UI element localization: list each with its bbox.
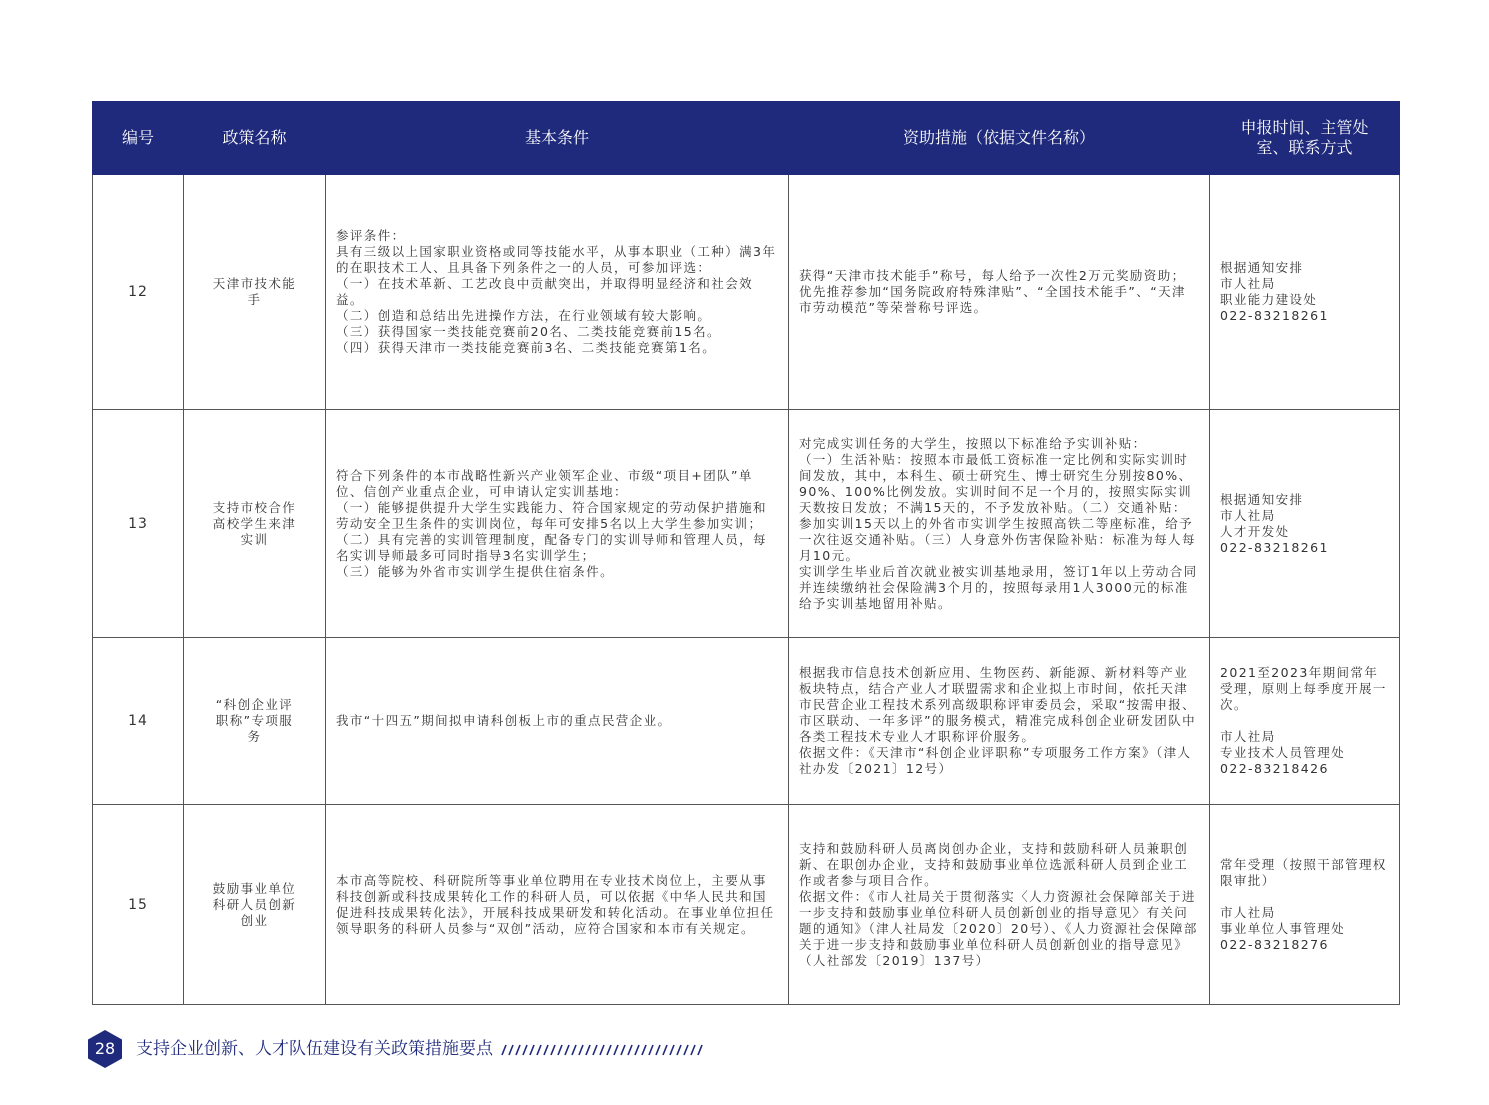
header-policy-name: 政策名称	[184, 102, 326, 175]
header-number: 编号	[93, 102, 184, 175]
policy-table	[92, 101, 1400, 1005]
row-measures: 根据我市信息技术创新应用、生物医药、新能源、新材料等产业板块特点，结合产业人才联盟需求和企业拟上市时间，依托天津市民营企业工程技术系列高级职称评审委员会，采取“按需申报、市区联动、一年多评”的服务模式，精准完成科创企业研发团队中各类工程技术专业人才职称评价服务。 依据文件：《天津市“科创企业评职称”专项服务工作方案》（津人社办发〔2021〕12号）	[789, 638, 1210, 805]
row-measures: 支持和鼓励科研人员离岗创办企业，支持和鼓励科研人员兼职创新、在职创办企业，支持和鼓励事业单位选派科研人员到企业工作或者参与项目合作。 依据文件：《市人社局关于贯彻落实〈人力资源社会保障部关于进一步支持和鼓励事业单位科研人员创新创业的指导意见〉有关问题的通知》（津人社局发〔2020〕20号）、《人力资源社会保障部关于进一步支持和鼓励事业单位科研人员创新创业的指导意见》（人社部发〔2019〕137号）	[789, 805, 1210, 1005]
row-contact: 常年受理（按照干部管理权限审批） 市人社局 事业单位人事管理处 022-83218276	[1210, 805, 1400, 1005]
page-number: 28	[94, 1039, 116, 1058]
header-measures: 资助措施（依据文件名称）	[789, 102, 1210, 175]
row-number: 14	[93, 638, 184, 805]
header-conditions: 基本条件	[326, 102, 789, 175]
row-policy-name: 鼓励事业单位 科研人员创新 创业	[184, 805, 326, 1005]
table-row	[93, 805, 1400, 1005]
row-conditions: 参评条件： 具有三级以上国家职业资格或同等技能水平，从事本职业（工种）满3年的在职技术工人、且具备下列条件之一的人员，可参加评选： （一）在技术革新、工艺改良中贡献突出，并取得明显经济和社会效益。 （二）创造和总结出先进操作方法，在行业领域有较大影响。 （三）获得国家一类技能竞赛前20名、二类技能竞赛前15名。 （四）获得天津市一类技能竞赛前3名、二类技能竞赛第1名。	[326, 175, 789, 410]
header-contact: 申报时间、主管处 室、联系方式	[1210, 102, 1400, 175]
table-row	[93, 638, 1400, 805]
row-number: 12	[93, 175, 184, 410]
row-policy-name: 天津市技术能 手	[184, 175, 326, 410]
row-contact: 根据通知安排 市人社局 职业能力建设处 022-83218261	[1210, 175, 1400, 410]
row-policy-name: 支持市校合作 高校学生来津 实训	[184, 410, 326, 638]
row-measures: 对完成实训任务的大学生，按照以下标准给予实训补贴： （一）生活补贴：按照本市最低工资标准一定比例和实际实训时间发放，其中，本科生、硕士研究生、博士研究生分别按80%、90%、100%比例发放。实训时间不足一个月的，按照实际实训天数按日发放；不满15天的，不予发放补贴。（二）交通补贴：参加实训15天以上的外省市实训学生按照高铁二等座标准，给予一次往返交通补贴。（三）人身意外伤害保险补贴：标准为每人每月10元。 实训学生毕业后首次就业被实训基地录用，签订1年以上劳动合同并连续缴纳社会保险满3个月的，按照每录用1人3000元的标准给予实训基地留用补贴。	[789, 410, 1210, 638]
row-contact: 根据通知安排 市人社局 人才开发处 022-83218261	[1210, 410, 1400, 638]
row-number: 13	[93, 410, 184, 638]
table-row	[93, 175, 1400, 410]
row-conditions: 符合下列条件的本市战略性新兴产业领军企业、市级“项目+团队”单位、信创产业重点企业，可申请认定实训基地： （一）能够提供提升大学生实践能力、符合国家规定的劳动保护措施和劳动安全卫生条件的实训岗位，每年可安排5名以上大学生参加实训； （二）具有完善的实训管理制度，配备专门的实训导师和管理人员，每名实训导师最多可同时指导3名实训学生； （三）能够为外省市实训学生提供住宿条件。	[326, 410, 789, 638]
page-footer	[88, 1030, 788, 1068]
row-conditions: 我市“十四五”期间拟申请科创板上市的重点民营企业。	[326, 638, 789, 805]
table-row	[93, 410, 1400, 638]
table-header-row	[93, 102, 1400, 175]
row-policy-name: “科创企业评 职称”专项服 务	[184, 638, 326, 805]
decorative-slashes-icon	[500, 1044, 710, 1056]
row-conditions: 本市高等院校、科研院所等事业单位聘用在专业技术岗位上，主要从事科技创新或科技成果转化工作的科研人员，可以依据《中华人民共和国促进科技成果转化法》，开展科技成果研发和转化活动。在事业单位担任领导职务的科研人员参与“双创”活动，应符合国家和本市有关规定。	[326, 805, 789, 1005]
row-contact: 2021至2023年期间常年受理，原则上每季度开展一次。 市人社局 专业技术人员管理处 022-83218426	[1210, 638, 1400, 805]
row-measures: 获得“天津市技术能手”称号，每人给予一次性2万元奖励资助；优先推荐参加“国务院政府特殊津贴”、“全国技术能手”、“天津市劳动模范”等荣誉称号评选。	[789, 175, 1210, 410]
row-number: 15	[93, 805, 184, 1005]
footer-title: 支持企业创新、人才队伍建设有关政策措施要点	[136, 1039, 493, 1059]
